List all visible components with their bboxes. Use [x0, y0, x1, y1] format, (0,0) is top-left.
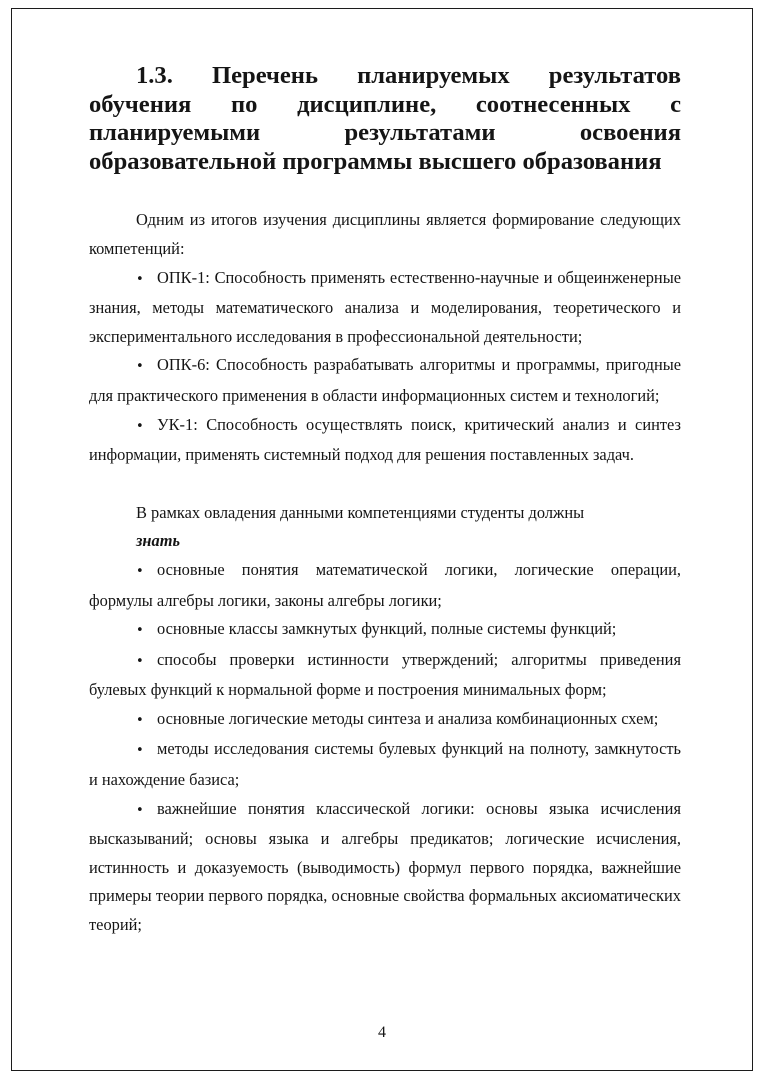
know-item	[89, 646, 681, 705]
framework-intro-paragraph: В рамках овладения данными компетенциями студенты должны	[136, 502, 585, 522]
bullet-icon: •	[136, 563, 144, 579]
bullet-icon: •	[136, 271, 144, 287]
bullet-icon: •	[136, 418, 144, 434]
know-item-text: основные понятия математической логики, логические операции, формулы алгебры логики, законы алгебры логики;	[89, 559, 681, 610]
bullet-icon: •	[136, 712, 144, 728]
know-item	[89, 705, 681, 736]
document-body	[89, 62, 681, 940]
bullet-icon: •	[136, 653, 144, 669]
know-item-text: способы проверки истинности утверждений; алгоритмы приведения булевых функций к нормальной форме и построения минимальных форм;	[89, 649, 681, 700]
competency-item	[89, 351, 681, 410]
know-item	[89, 556, 681, 615]
bullet-icon: •	[136, 802, 144, 818]
know-item-text: методы исследования системы булевых функций на полноту, замкнутость и нахождение базиса;	[89, 739, 681, 790]
know-item	[89, 615, 681, 646]
competency-text: ОПК-6: Способность разрабатывать алгоритмы и программы, пригодные для практического применения в области информационных систем и технологий;	[89, 355, 681, 405]
page-number: 4	[378, 1024, 386, 1041]
know-item-text: основные классы замкнутых функций, полные системы функций;	[157, 619, 617, 639]
know-label: знать	[136, 531, 180, 551]
intro-paragraph: Одним из итогов изучения дисциплины является формирование следующих компетенций:	[89, 210, 681, 258]
competency-item	[89, 411, 681, 470]
know-item-text: важнейшие понятия классической логики: основы языка исчисления высказываний; основы языка и алгебры предикатов; логические исчисления, истинность и доказуемость (выводимость) формул первого порядка, важнейшие примеры теории первого порядка, основные свойства формальных аксиоматических теорий;	[89, 798, 681, 935]
competency-text: ОПК-1: Способность применять естественно-научные и общеинженерные знания, методы математического анализа и моделирования, теоретического и экспериментального исследования в профессиональной деятельности;	[89, 267, 681, 346]
competency-text: УК-1: Способность осуществлять поиск, критический анализ и синтез информации, применять системный подход для решения поставленных задач.	[89, 414, 681, 465]
section-heading: 1.3. Перечень планируемых результатов обучения по дисциплине, соотнесенных с планируемыми результатами освоения образовательной программы высшего образования	[89, 62, 681, 175]
know-item	[89, 735, 681, 794]
bullet-icon: •	[136, 359, 144, 375]
know-item-text: основные логические методы синтеза и анализа комбинационных схем;	[157, 708, 659, 728]
bullet-icon: •	[136, 623, 144, 639]
bullet-icon: •	[136, 743, 144, 759]
know-item	[89, 795, 681, 940]
competency-item	[89, 264, 681, 352]
